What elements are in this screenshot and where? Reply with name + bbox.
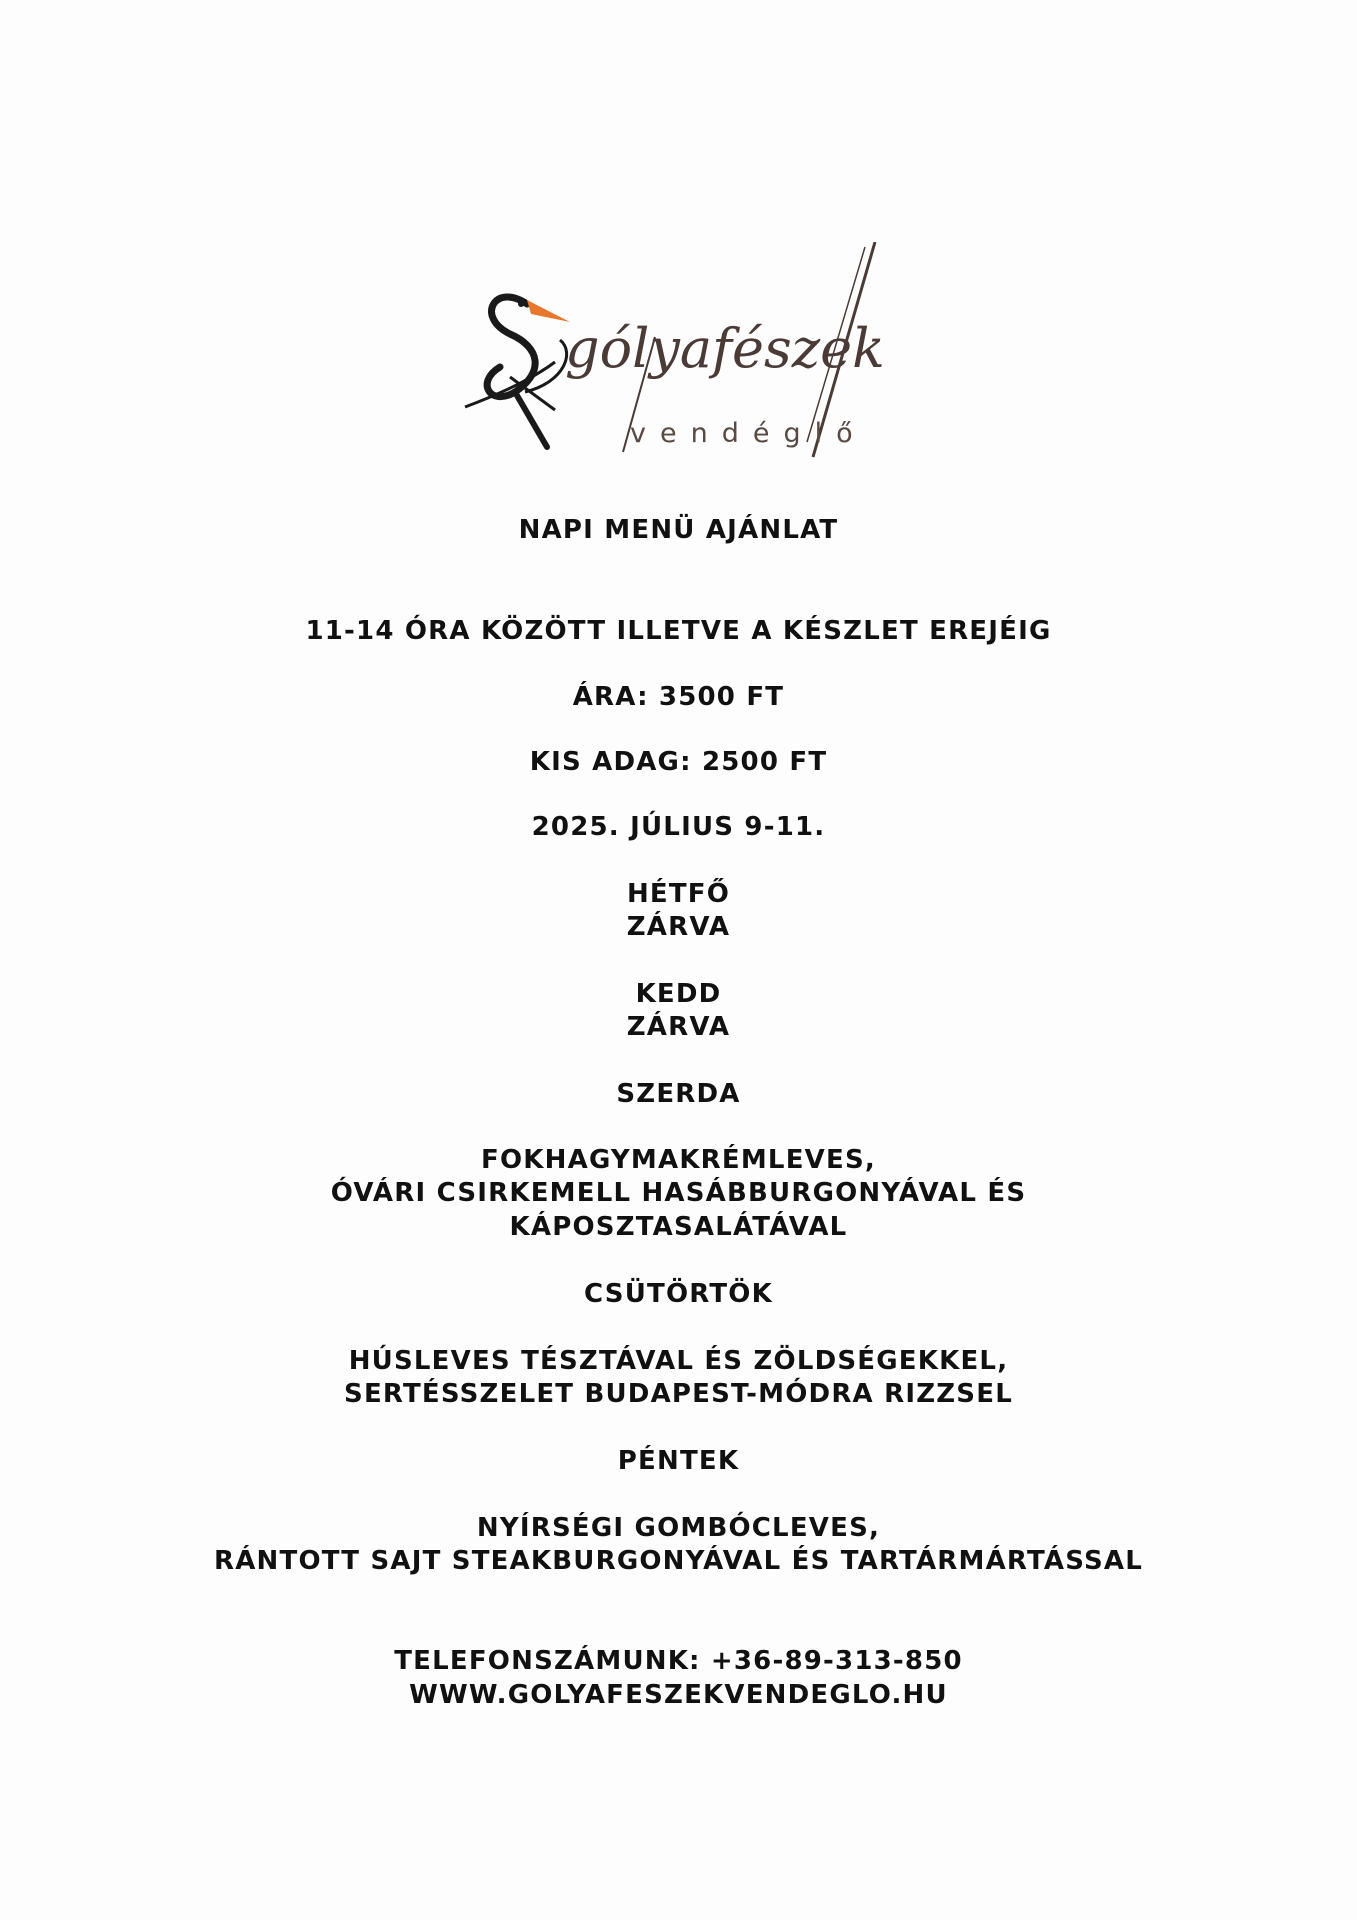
day-tuesday: KEDD [635,979,722,1009]
tuesday-dish: ZÁRVA [626,1012,731,1042]
day-monday: HÉTFŐ [626,879,731,909]
brand-name: gólyafészek [565,317,885,380]
thursday-dish-line-1: HÚSLEVES TÉSZTÁVAL ÉS ZÖLDSÉGEKKEL, [348,1346,1009,1376]
day-friday: PÉNTEK [617,1446,740,1476]
wednesday-dish-line-3: KÁPOSZTASALÁTÁVAL [509,1212,848,1242]
monday-dish: ZÁRVA [626,912,731,942]
wednesday-dish-line-1: FOKHAGYMAKRÉMLEVES, [481,1145,876,1175]
day-thursday: CSÜTÖRTÖK [584,1279,773,1309]
menu-title: NAPI MENÜ AJÁNLAT [518,515,839,545]
thursday-dish-line-2: SERTÉSSZELET BUDAPEST-MÓDRA RIZZSEL [344,1379,1013,1409]
website-url: WWW.GOLYAFESZEKVENDEGLO.HU [409,1680,948,1710]
small-portion-price: KIS ADAG: 2500 FT [529,747,828,777]
menu-price: ÁRA: 3500 FT [572,682,785,712]
friday-dish-line-2: RÁNTOTT SAJT STEAKBURGONYÁVAL ÉS TARTÁRMÁRTÁSSAL [214,1546,1143,1576]
phone-number: TELEFONSZÁMUNK: +36-89-313-850 [394,1646,963,1676]
friday-dish-line-1: NYÍRSÉGI GOMBÓCLEVES, [476,1513,881,1543]
brand-subtitle: vendéglő [630,418,867,449]
serving-hours: 11-14 ÓRA KÖZÖTT ILLETVE A KÉSZLET EREJÉIG [305,616,1052,646]
menu-date: 2025. JÚLIUS 9-11. [531,812,826,842]
day-wednesday: SZERDA [616,1079,741,1109]
wednesday-dish-line-2: ÓVÁRI CSIRKEMELL HASÁBBURGONYÁVAL ÉS [330,1178,1027,1208]
